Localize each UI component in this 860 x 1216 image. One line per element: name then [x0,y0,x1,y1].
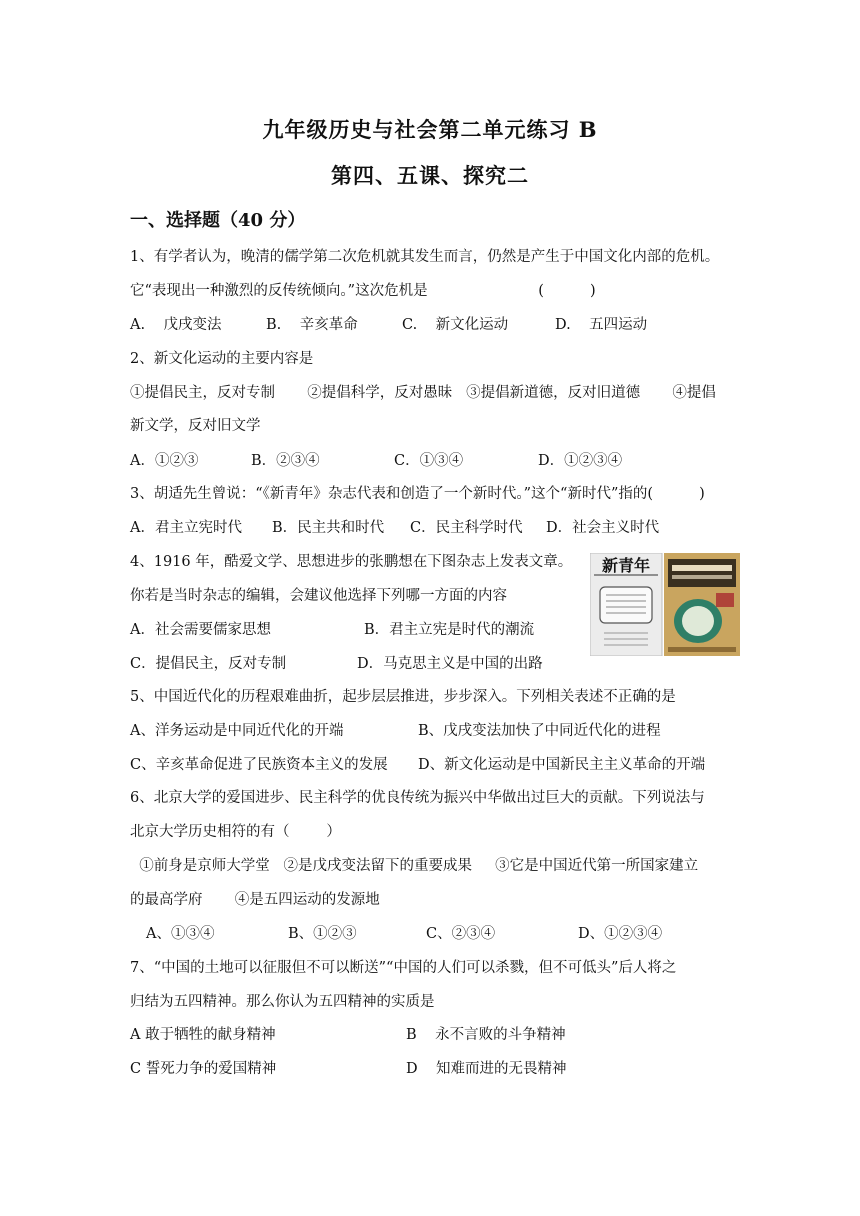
question-3-line-1: 3、胡适先生曾说：“《新青年》杂志代表和创造了一个新时代。”这个“新时代”指的( ) [130,486,705,502]
question-2-line-3: 新文学，反对旧文学 [130,418,261,434]
q3-option-a: A．君主立宪时代 [130,520,242,536]
page-title: 九年级历史与社会第二单元练习 B [262,117,598,142]
q3-option-c: C．民主科学时代 [410,520,523,536]
q3-option-b: B．民主共和时代 [272,520,385,536]
q7-option-b: B 永不言败的斗争精神 [406,1027,566,1043]
q3-option-d: D．社会主义时代 [546,520,660,536]
q6-option-d: D、①②③④ [578,926,663,942]
section-heading: 一、选择题（40 分） [130,210,306,231]
q4-option-d: D．马克思主义是中国的出路 [357,656,543,672]
question-6-line-1: 6、北京大学的爱国进步、民主科学的优良传统为振兴中华做出过巨大的贡献。下列说法与 [130,790,705,806]
question-7-line-2: 归结为五四精神。那么你认为五四精神的实质是 [130,994,435,1010]
q6-option-c: C、②③④ [426,926,496,942]
q4-option-c: C．提倡民主，反对专制 [130,656,287,672]
q5-option-b: B、戊戌变法加快了中同近代化的进程 [418,723,661,739]
q2-option-a: A．①②③ [130,453,199,469]
q1-option-c: C. 新文化运动 [402,317,509,333]
q2-option-c: C．①③④ [394,453,464,469]
magazine-covers-image [590,553,740,656]
q2-option-b: B．②③④ [251,453,320,469]
q4-option-a: A．社会需要儒家思想 [130,622,271,638]
magazine-covers-figure [590,553,740,656]
page-subtitle: 第四、五课、探究二 [331,163,529,188]
question-2-line-2: ①提倡民主，反对专制 ②提倡科学，反对愚昧 ③提倡新道德，反对旧道德 ④提倡 [130,385,716,401]
q5-option-c: C、辛亥革命促进了民族资本主义的发展 [130,757,388,773]
q5-option-d: D、新文化运动是中国新民主主义革命的开端 [418,757,706,773]
q7-option-a: A 敢于牺牲的献身精神 [130,1027,276,1043]
question-6-line-2: 北京大学历史相符的有（ ） [130,824,341,840]
q4-option-b: B．君主立宪是时代的潮流 [364,622,535,638]
question-4-line-2: 你若是当时杂志的编辑，会建议他选择下列哪一方面的内容 [130,588,507,604]
question-5-line-1: 5、中国近代化的历程艰难曲折，起步层层推进，步步深入。下列相关表述不正确的是 [130,689,676,705]
q1-option-b: B. 辛亥革命 [266,317,358,333]
question-2-line-1: 2、新文化运动的主要内容是 [130,351,314,367]
q2-option-d: D．①②③④ [538,453,623,469]
q7-option-c: C 誓死力争的爱国精神 [130,1061,277,1077]
q1-option-d: D. 五四运动 [555,317,648,333]
question-1-line-2: 它“表现出一种激烈的反传统倾向。”这次危机是 ( ) [130,283,596,299]
question-1-line-1: 1、有学者认为，晚清的儒学第二次危机就其发生而言，仍然是产生于中国文化内部的危机。 [130,249,720,265]
question-4-line-1: 4、1916 年，酷爱文学、思想进步的张鹏想在下图杂志上发表文章。 [130,554,573,570]
magazine-title-text: 新青年 [601,556,651,575]
question-6-line-3: ①前身是京师大学堂 ②是戊戌变法留下的重要成果 ③它是中国近代第一所国家建立 [130,858,699,874]
question-7-line-1: 7、“中国的土地可以征服但不可以断送”“中国的人们可以杀戮，但不可低头”后人将之 [130,960,677,976]
q6-option-b: B、①②③ [288,926,357,942]
q7-option-d: D 知难而进的无畏精神 [406,1061,567,1077]
q5-option-a: A、洋务运动是中同近代化的开端 [130,723,344,739]
q6-option-a: A、①③④ [146,926,215,942]
question-6-line-4: 的最高学府 ④是五四运动的发源地 [130,892,380,908]
q1-option-a: A. 戊戌变法 [130,317,222,333]
